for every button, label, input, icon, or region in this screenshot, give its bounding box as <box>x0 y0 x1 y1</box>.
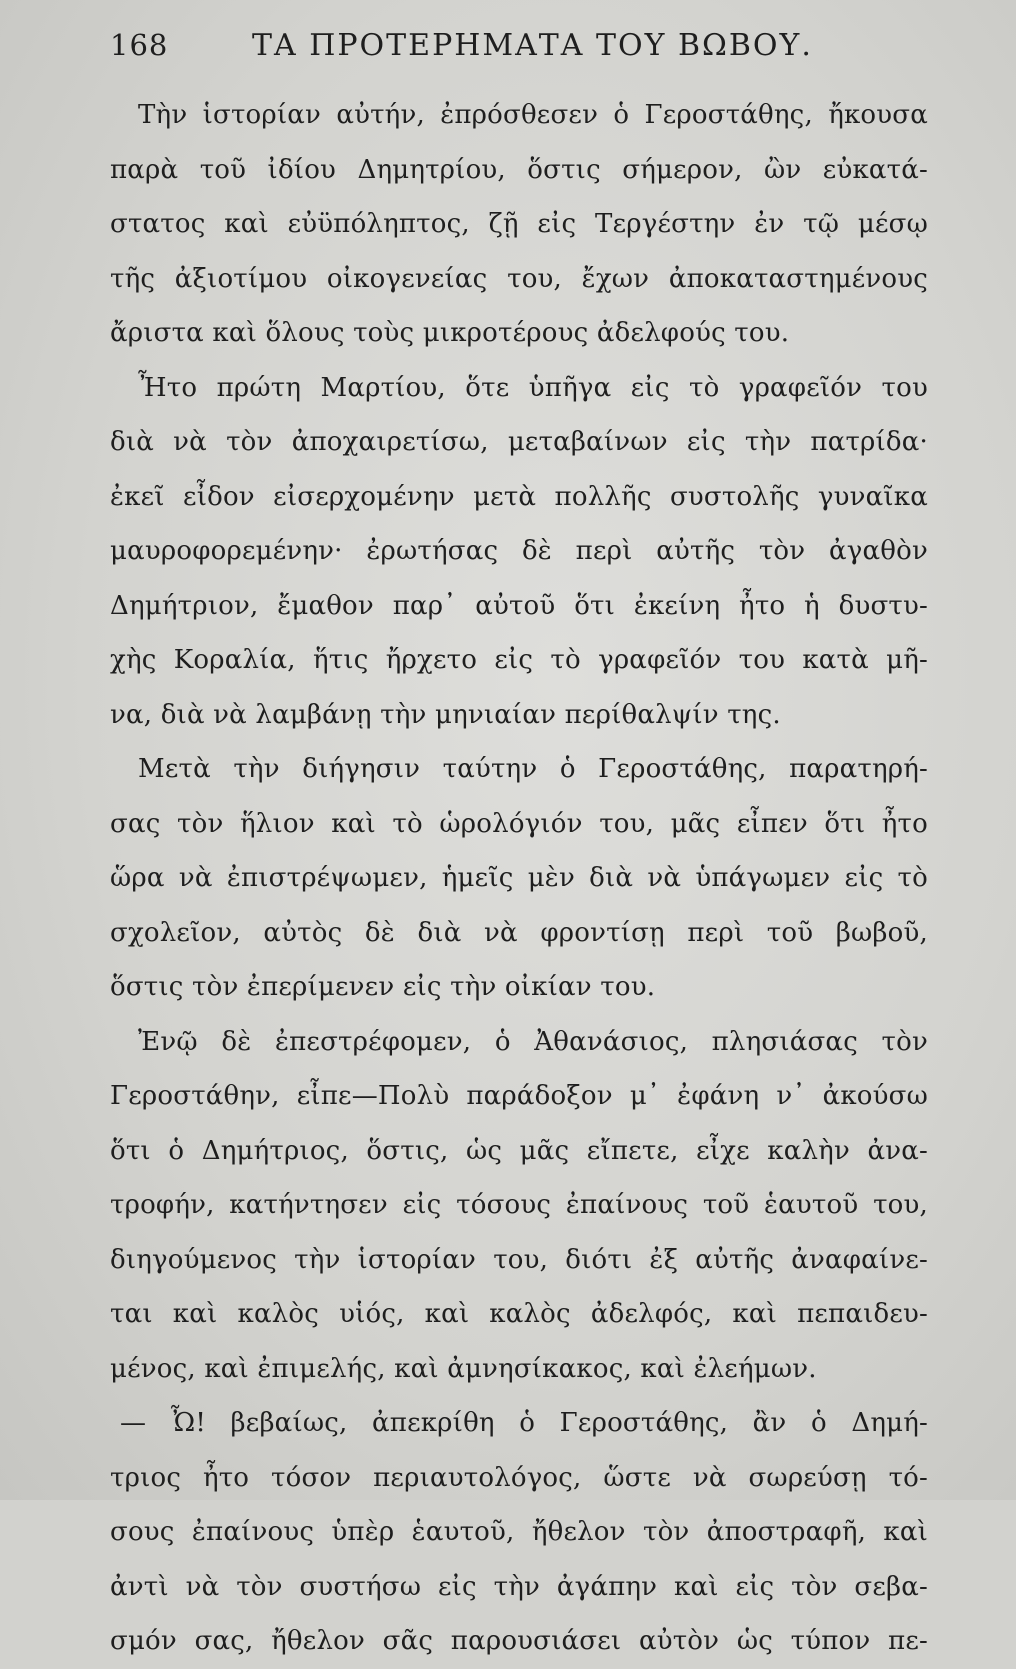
text-line: ὅστις τὸν ἐπερίμενεν εἰς τὴν οἰκίαν του. <box>110 972 656 1002</box>
page-header <box>110 28 910 74</box>
text-line: να, διὰ νὰ λαμβάνῃ τὴν μηνιαίαν περίθαλψίν της. <box>110 699 781 730</box>
text-line: Ἐνῷ δὲ ἐπεστρέφομεν, ὁ Ἀθανάσιος, πλησιάσας τὸν <box>138 1026 928 1057</box>
page-number: 168 <box>110 28 169 62</box>
text-line: παρὰ τοῦ ἰδίου Δημητρίου, ὅστις σήμερον, ὢν εὐκατά- <box>110 154 928 185</box>
text-line: διὰ νὰ τὸν ἀποχαιρετίσω, μεταβαίνων εἰς τὴν πατρίδα· <box>110 427 928 457</box>
text-line: σας τὸν ἥλιον καὶ τὸ ὡρολόγιόν του, μᾶς εἶπεν ὅτι ἦτο <box>110 808 928 839</box>
text-line: τριος ἦτο τόσον περιαυτολόγος, ὥστε νὰ σωρεύσῃ τό- <box>110 1462 928 1493</box>
text-line: στατος καὶ εὐϋπόληπτος, ζῇ εἰς Τεργέστην ἐν τῷ μέσῳ <box>110 209 928 239</box>
text-line: ται καὶ καλὸς υἱός, καὶ καλὸς ἀδελφός, καὶ πεπαιδευ- <box>110 1299 928 1329</box>
text-line: τροφήν, κατήντησεν εἰς τόσους ἐπαίνους τοῦ ἑαυτοῦ του, <box>110 1190 928 1220</box>
text-line: σμόν σας, ἤθελον σᾶς παρουσιάσει αὐτὸν ὡς τύπον πε- <box>110 1626 928 1656</box>
text-line: Τὴν ἱστορίαν αὐτήν, ἐπρόσθεσεν ὁ Γεροστάθης, ἤκουσα <box>138 100 928 130</box>
text-line: ἄριστα καὶ ὅλους τοὺς μικροτέρους ἀδελφούς του. <box>110 318 790 348</box>
text-line: μένος, καὶ ἐπιμελής, καὶ ἀμνησίκακος, καὶ ἐλεήμων. <box>110 1353 817 1384</box>
text-line: σχολεῖον, αὐτὸς δὲ διὰ νὰ φροντίσῃ περὶ τοῦ βωβοῦ, <box>110 917 928 948</box>
text-line: σους ἐπαίνους ὑπὲρ ἑαυτοῦ, ἤθελον τὸν ἀποστραφῆ, καὶ <box>110 1517 928 1547</box>
text-line: — Ὦ! βεβαίως, ἀπεκρίθη ὁ Γεροστάθης, ἂν ὁ Δημή- <box>120 1408 928 1438</box>
text-line: ὅτι ὁ Δημήτριος, ὅστις, ὡς μᾶς εἴπετε, εἶχε καλὴν ἀνα- <box>110 1135 928 1166</box>
body-text <box>110 88 928 1669</box>
running-head: ΤΑ ΠΡΟΤΕΡΗΜΑΤΑ ΤΟΥ ΒΩΒΟΥ. <box>252 28 813 63</box>
text-line: τῆς ἀξιοτίμου οἰκογενείας του, ἔχων ἀποκαταστημένους <box>110 263 928 294</box>
text-line: διηγούμενος τὴν ἱστορίαν του, διότι ἐξ αὐτῆς ἀναφαίνε- <box>110 1244 928 1275</box>
text-line: χὴς Κοραλία, ἥτις ἤρχετο εἰς τὸ γραφεῖόν του κατὰ μῆ- <box>110 645 928 675</box>
text-line: ἀντὶ νὰ τὸν συστήσω εἰς τὴν ἀγάπην καὶ εἰς τὸν σεβα- <box>110 1571 928 1602</box>
text-line: Μετὰ τὴν διήγησιν ταύτην ὁ Γεροστάθης, παρατηρή- <box>138 754 928 784</box>
text-line: Δημήτριον, ἔμαθον παρ᾽ αὐτοῦ ὅτι ἐκείνη ἦτο ἡ δυστυ- <box>110 590 928 621</box>
text-line: Γεροστάθην, εἶπε—Πολὺ παράδοξον μ᾽ ἐφάνη ν᾽ ἀκούσω <box>110 1081 928 1111</box>
text-line: μαυροφορεμένην· ἐρωτήσας δὲ περὶ αὐτῆς τὸν ἀγαθὸν <box>110 536 928 566</box>
text-line: Ἦτο πρώτη Μαρτίου, ὅτε ὑπῆγα εἰς τὸ γραφεῖόν του <box>138 372 928 403</box>
text-line: ὥρα νὰ ἐπιστρέψωμεν, ἡμεῖς μὲν διὰ νὰ ὑπάγωμεν εἰς τὸ <box>110 863 928 893</box>
text-line: ἐκεῖ εἶδον εἰσερχομένην μετὰ πολλῆς συστολῆς γυναῖκα <box>110 481 928 512</box>
